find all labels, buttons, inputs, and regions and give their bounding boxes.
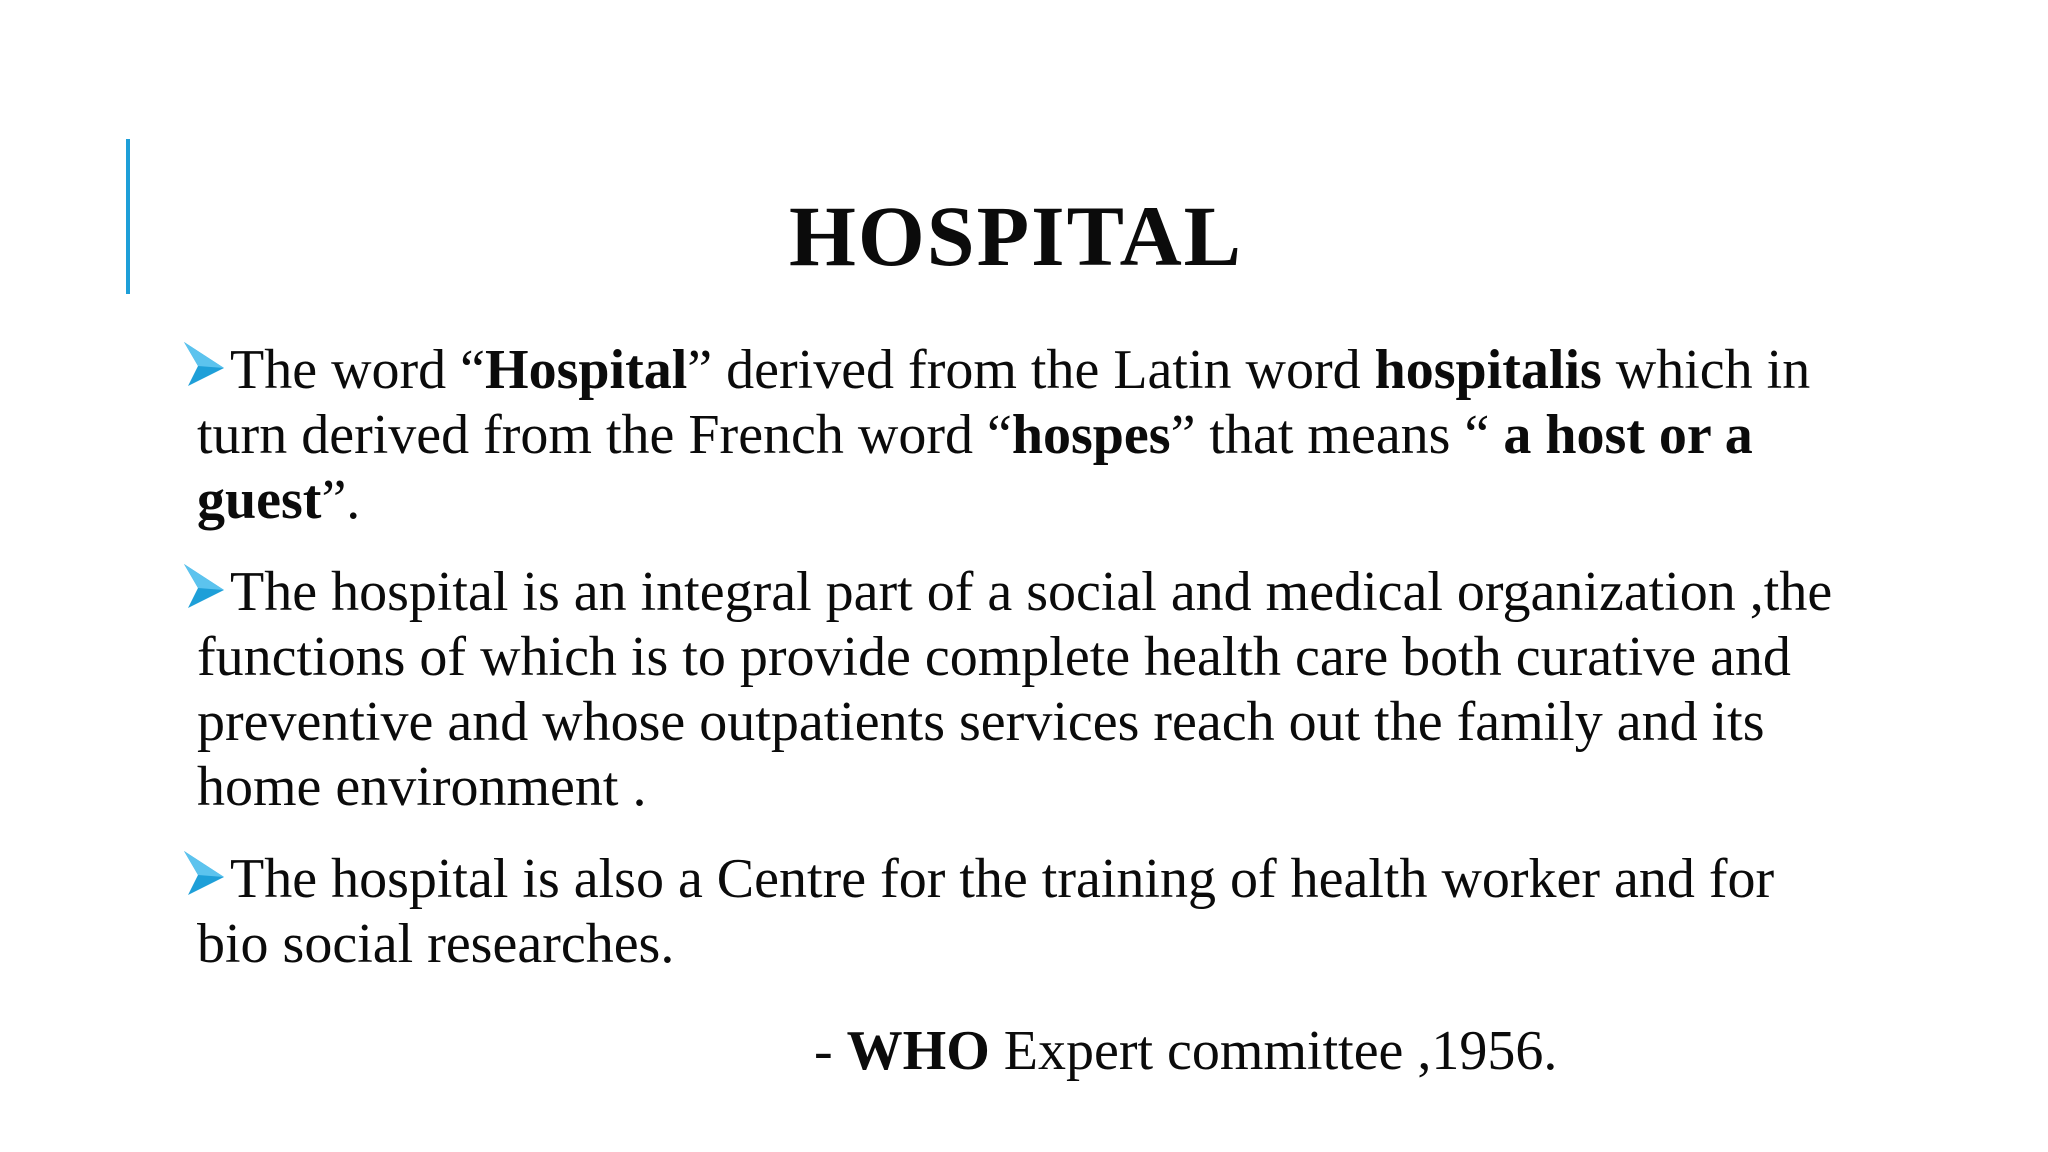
bullet-list	[197, 338, 1837, 1004]
arrowhead-bullet-icon	[184, 851, 224, 895]
bullet-text: The word “	[230, 339, 486, 401]
bold-term-hospitalis: hospitalis	[1374, 339, 1602, 401]
bullet-text: The hospital is also a Centre for the training of health worker and for bio social researches.	[197, 848, 1775, 975]
bold-term-hospital: Hospital	[485, 339, 688, 401]
bold-term-host-guest: a host or a guest	[197, 404, 1753, 531]
citation-attribution	[814, 1019, 1557, 1084]
bullet-text: which in turn derived from the French word “	[197, 339, 1811, 466]
bullet-item-etymology	[197, 338, 1837, 533]
arrowhead-bullet-icon	[184, 564, 224, 608]
attribution-org: WHO	[846, 1020, 990, 1082]
slide-title: HOSPITAL	[788, 188, 1244, 284]
attribution-text: Expert committee ,1956.	[989, 1020, 1558, 1082]
attribution-dash: -	[814, 1020, 847, 1082]
bullet-text: ”.	[321, 469, 361, 531]
bullet-text: The hospital is an integral part of a social and medical organization ,the functions of which is to provide complete health care both curative and preventive and whose outpatients services reach out the family and its home environment .	[197, 561, 1833, 818]
arrowhead-bullet-icon	[184, 342, 224, 386]
bold-term-hospes: hospes	[1011, 404, 1171, 466]
bullet-item-definition	[197, 560, 1837, 820]
bullet-text: ” derived from the Latin word	[687, 339, 1375, 401]
bullet-text: ” that means “	[1170, 404, 1504, 466]
bullet-item-training	[197, 847, 1837, 977]
